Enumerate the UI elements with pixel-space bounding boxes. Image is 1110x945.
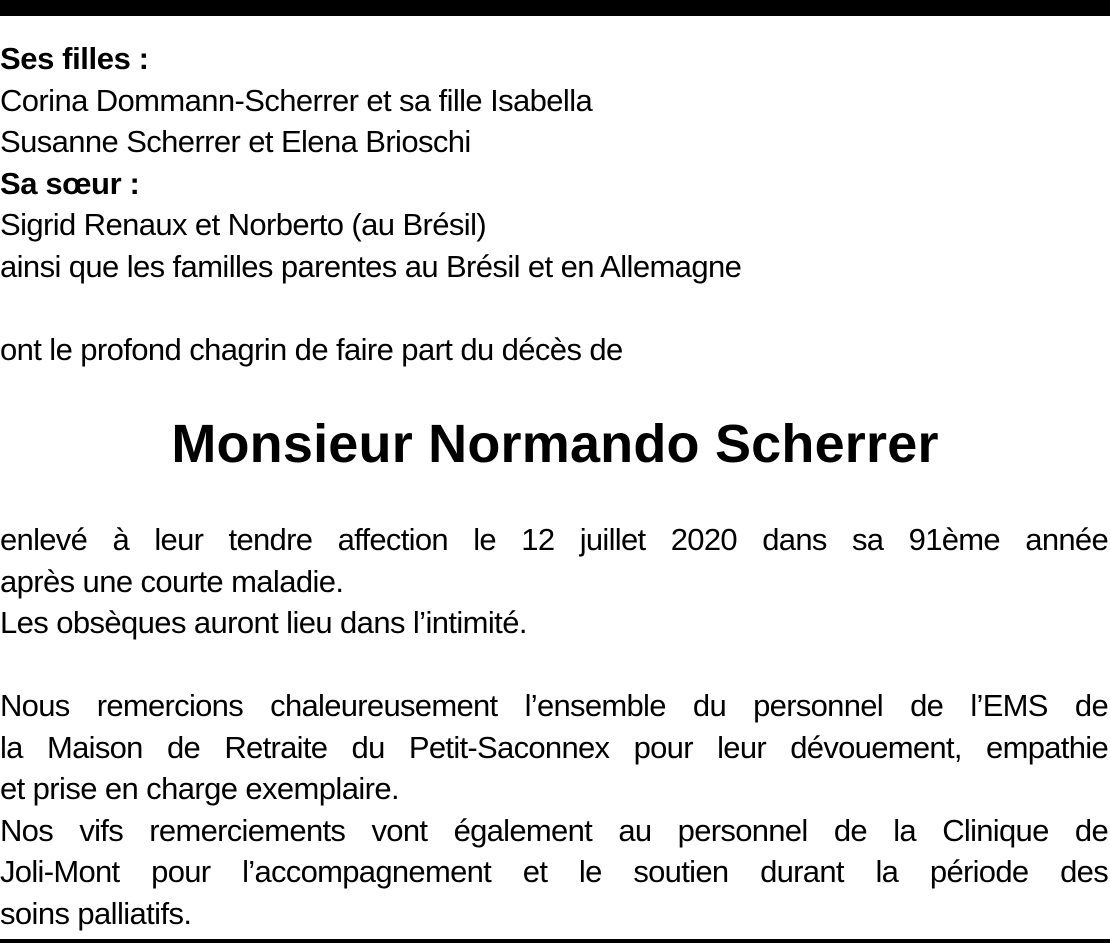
bottom-border-rule [0,939,1110,943]
thanks-line: Nous remercions chaleureusement l’ensemble du personnel de l’EMS de [0,688,1108,723]
top-border-rule [0,0,1110,16]
daughter-line: Corina Dommann-Scherrer et sa fille Isabella [0,82,593,118]
thanks-line: Nos vifs remerciements vont également au personnel de la Clinique de [0,812,1108,848]
thanks-line: et prise en charge exemplaire. [0,771,400,806]
sister-line: Sigrid Renaux et Norberto (au Brésil) [0,207,487,242]
thanks-line: soins palliatifs. [0,895,192,931]
relatives-line: ainsi que les familles parentes au Brésil et en Allemagne [0,248,742,284]
daughter-line: Susanne Scherrer et Elena Brioschi [0,124,471,159]
deceased-name: Monsieur Normando Scherrer [171,414,939,474]
obituary-notice [0,38,1110,934]
thanks-line: Joli-Mont pour l’accompagnement et le soutien durant la période des [0,854,1108,889]
sister-heading: Sa sœur : [0,165,140,201]
thanks-line: la Maison de Retraite du Petit-Saconnex pour leur dévouement, empathie [0,729,1108,765]
daughters-heading: Ses filles : [0,41,149,76]
funeral-info: Les obsèques auront lieu dans l’intimité. [0,605,527,640]
details-line: après une courte maladie. [0,563,344,599]
announcement-text: ont le profond chagrin de faire part du décès de [0,331,623,367]
details-line: enlevé à leur tendre affection le 12 juillet 2020 dans sa 91ème année [0,522,1108,557]
